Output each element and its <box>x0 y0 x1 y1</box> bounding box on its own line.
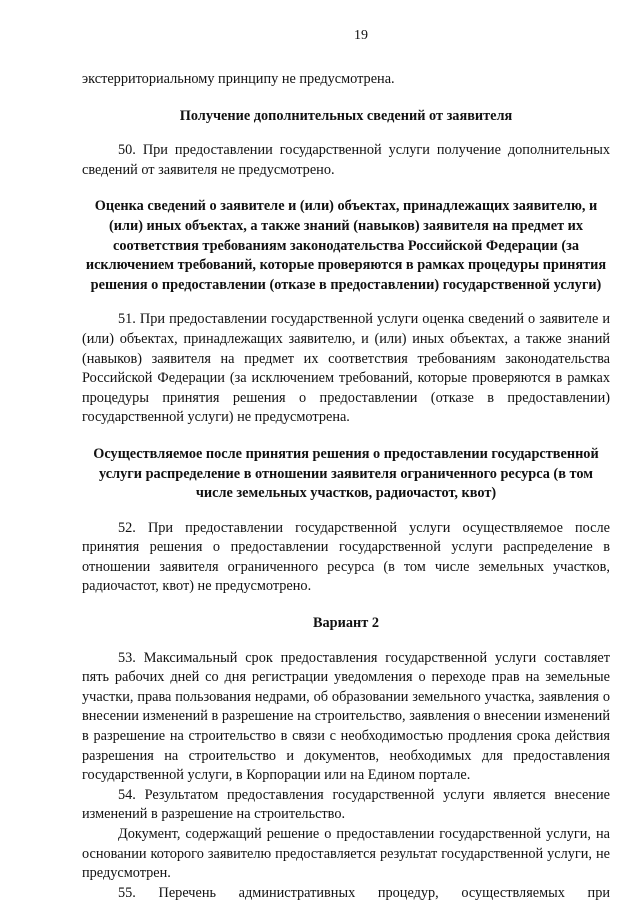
heading-variant-2: Вариант 2 <box>312 615 379 632</box>
heading-additional-info: Получение дополнительных сведений от заявителя <box>179 107 513 124</box>
paragraph-document: Документ, содержащий решение о предоставлении государственной услуги, на основании которого заявителю предоставляется результат государственной услуги, не предусмотрен. <box>82 826 610 882</box>
paragraph-intro: экстерриториальному принципу не предусмотрена. <box>82 71 395 87</box>
paragraph-51: 51. При предоставлении государственной услуги оценка сведений о заявителе и (или) объектах, принадлежащих заявителю, и (или) иных объектах, а также знаний (навыков) заявителя на предмет их соответствия требованиям законодательства Российской Федерации (за исключением требований, которые проверяются в рамках процедуры принятия решения о предоставлении (отказе в предоставлении) государственной услуги) не предусмотрена. <box>82 311 610 426</box>
paragraph-54: 54. Результатом предоставления государственной услуги является внесение изменений в разрешение на строительство. <box>82 786 610 823</box>
paragraph-50: 50. При предоставлении государственной услуги получение дополнительных сведений от заявителя не предусмотрено. <box>82 142 610 178</box>
heading-resource-distribution: Осуществляемое после принятия решения о предоставлении государственной услуги распределение в отношении заявителя ограниченного ресурса (в том числе земельных участков, радиочастот, квот) <box>93 445 599 502</box>
paragraph-53: 53. Максимальный срок предоставления государственной услуги составляет пять рабочих дней со дня регистрации уведомления о переходе прав на земельные участки, права пользования недрами, об образовании земельного участка, заявления о внесении изменений в разрешение на строительство, заявления о внесении изменений в разрешение на строительство в связи с необходимостью продления срока действия разрешения на строительство и документов, необходимых для предоставления государственной услуги, в Корпорации или на Едином портале. <box>82 649 610 784</box>
paragraph-52: 52. При предоставлении государственной услуги осуществляемое после принятия решения о предоставлении государственной услуги распределение в отношении заявителя ограниченного ресурса (в том числе земельных участков, радиочастот, квот) не предусмотрено. <box>82 519 610 595</box>
heading-assessment: Оценка сведений о заявителе и (или) объектах, принадлежащих заявителю, и (или) иных объектах, а также знаний (навыков) заявителя на предмет их соответствия требованиям законодательства Российской Федерации (за исключением требований, которые проверяются в рамках процедуры принятия решения о предоставлении (отказе в предоставлении) государственной услуги) <box>85 198 607 293</box>
paragraph-55: 55. Перечень административных процедур, осуществляемых при <box>118 884 610 901</box>
page-number: 19 <box>354 28 368 43</box>
